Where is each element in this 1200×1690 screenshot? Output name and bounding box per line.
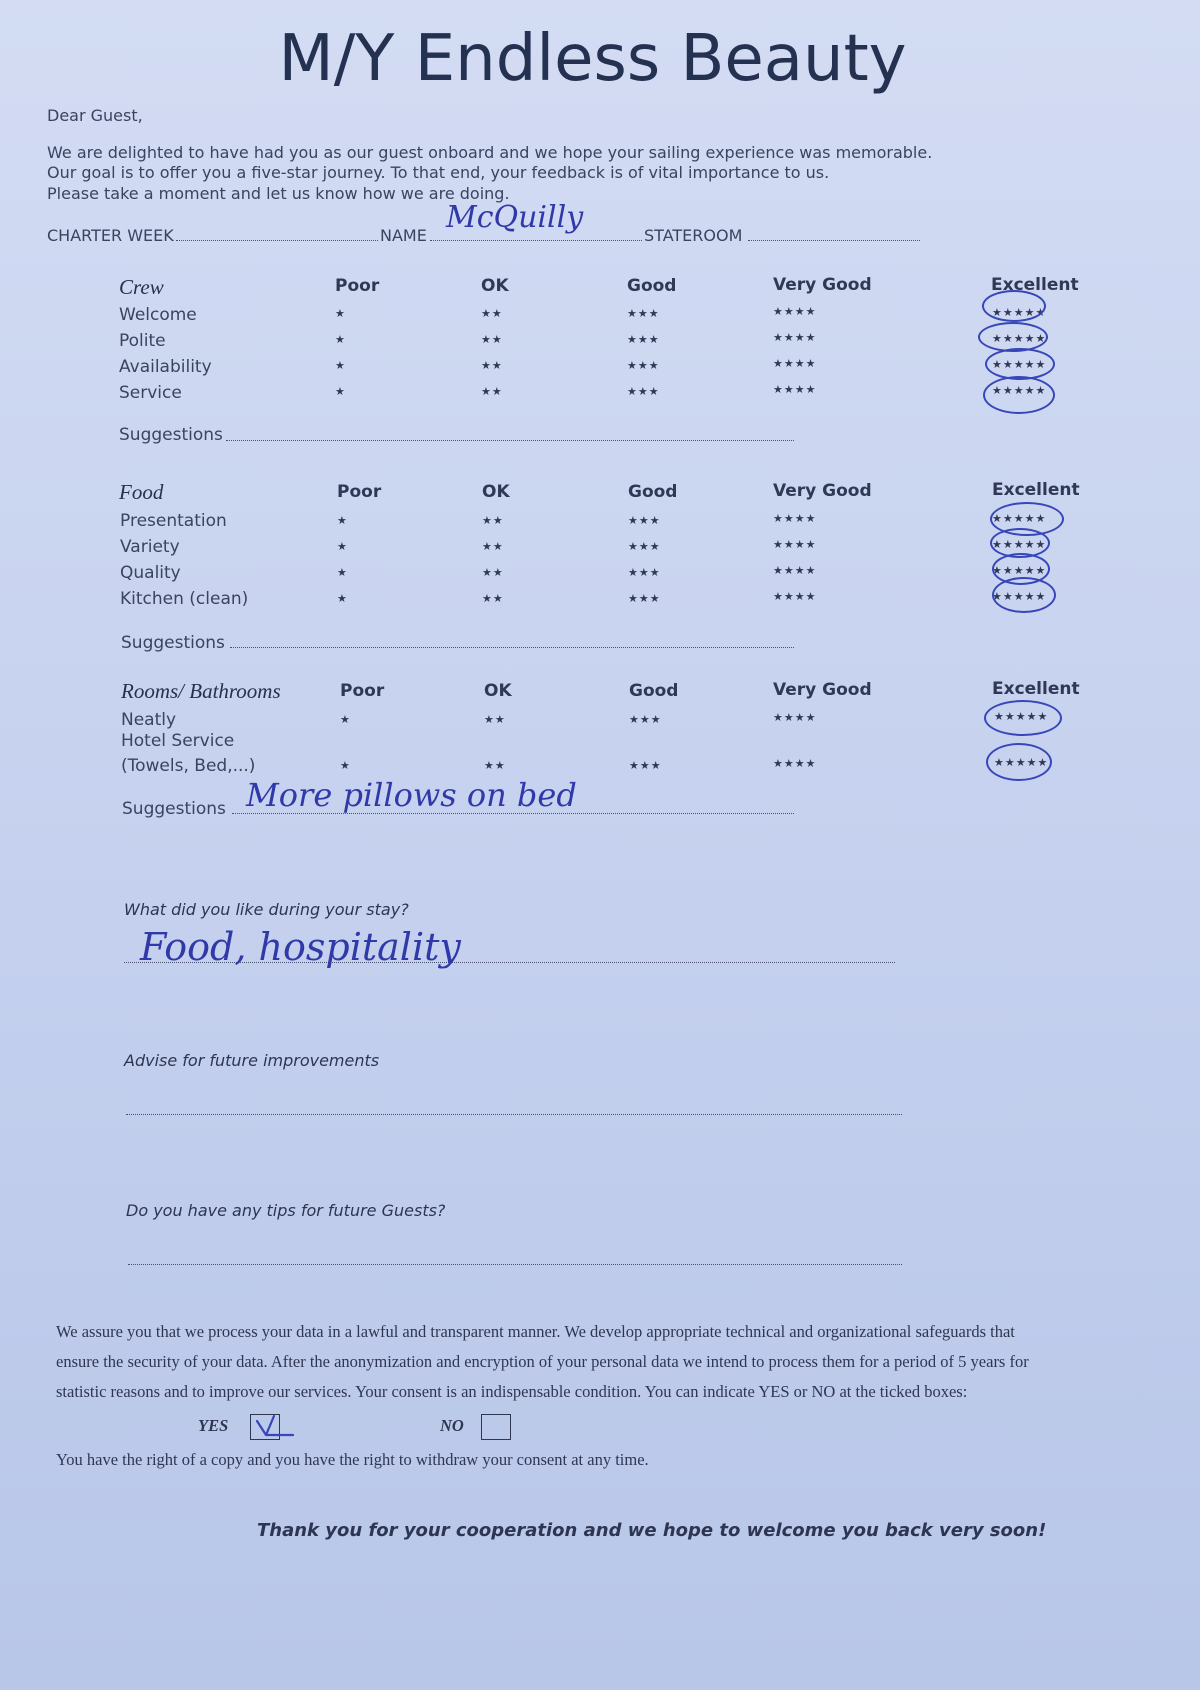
star-option[interactable]: ★★ <box>482 514 504 527</box>
star-option[interactable]: ★★★ <box>629 759 662 772</box>
col-ok: OK <box>482 482 510 502</box>
name-handwritten: McQuilly <box>446 200 584 235</box>
section-crew-title: Crew <box>119 275 164 299</box>
star-option[interactable]: ★ <box>335 307 346 320</box>
rating-item-label: Service <box>119 383 182 403</box>
suggestions-label: Suggestions <box>119 425 223 445</box>
col-poor: Poor <box>340 681 385 701</box>
suggestions-field[interactable] <box>226 440 794 441</box>
star-option[interactable]: ★★★★★ <box>994 756 1049 769</box>
col-poor: Poor <box>335 276 380 296</box>
col-excellent: Excellent <box>991 275 1079 295</box>
name-label: NAME <box>380 226 427 245</box>
star-option[interactable]: ★ <box>337 592 348 605</box>
col-good: Good <box>627 276 677 296</box>
section-rooms-title: Rooms/ Bathrooms <box>121 679 281 703</box>
section-food-title: Food <box>119 480 164 504</box>
star-option[interactable]: ★★★★ <box>773 383 817 396</box>
star-option[interactable]: ★★★ <box>627 333 660 346</box>
intro-line-2: Our goal is to offer you a five-star journey. To that end, your feedback is of vital importance to us. <box>47 163 830 182</box>
answer-liked-handwritten: Food, hospitality <box>140 925 461 969</box>
question-improvements: Advise for future improvements <box>124 1051 380 1070</box>
star-option[interactable]: ★★★ <box>627 385 660 398</box>
intro-line-1: We are delighted to have had you as our guest onboard and we hope your sailing experience was memorable. <box>47 143 933 162</box>
star-option[interactable]: ★ <box>340 759 351 772</box>
col-excellent: Excellent <box>992 480 1080 500</box>
star-option[interactable]: ★★ <box>481 333 503 346</box>
selection-circle <box>992 577 1056 613</box>
consent-no-checkbox[interactable] <box>481 1414 511 1440</box>
rating-item-label: Welcome <box>119 305 197 325</box>
star-option[interactable]: ★ <box>337 540 348 553</box>
answer-improvements-field[interactable] <box>126 1114 902 1115</box>
star-option[interactable]: ★★★★★ <box>992 564 1047 577</box>
legal-line-1: We assure you that we process your data in a lawful and transparent manner. We develop appropriate technical and organizational safeguards that <box>56 1322 1015 1341</box>
col-ok: OK <box>484 681 512 701</box>
consent-no-label: NO <box>440 1416 464 1435</box>
star-option[interactable]: ★★★★ <box>773 331 817 344</box>
legal-line-3: statistic reasons and to improve our services. Your consent is an indispensable condition. You can indicate YES or NO at the ticked boxes: <box>56 1382 968 1401</box>
rating-item-label: Quality <box>120 563 181 583</box>
thanks-message: Thank you for your cooperation and we hope to welcome you back very soon! <box>257 1520 1047 1541</box>
stateroom-field[interactable] <box>748 240 920 241</box>
rating-item-label: Variety <box>120 537 180 557</box>
star-option[interactable]: ★★★ <box>629 713 662 726</box>
star-option[interactable]: ★★★★★ <box>992 332 1047 345</box>
star-option[interactable]: ★★★★ <box>773 711 817 724</box>
star-option[interactable]: ★★★★★ <box>992 590 1047 603</box>
col-very-good: Very Good <box>773 275 872 295</box>
star-option[interactable]: ★★★ <box>627 307 660 320</box>
star-option[interactable]: ★★★★★ <box>992 358 1047 371</box>
rating-item-label: Hotel Service <box>121 731 235 751</box>
charter-week-label: CHARTER WEEK <box>47 226 174 245</box>
rating-item-label: (Towels, Bed,...) <box>121 756 256 776</box>
suggestions-handwritten: More pillows on bed <box>246 776 577 814</box>
col-very-good: Very Good <box>773 481 872 501</box>
col-poor: Poor <box>337 482 382 502</box>
star-option[interactable]: ★★ <box>484 759 506 772</box>
star-option[interactable]: ★★ <box>482 540 504 553</box>
star-option[interactable]: ★★★★ <box>773 590 817 603</box>
star-option[interactable]: ★★★ <box>628 514 661 527</box>
star-option[interactable]: ★★★★★ <box>992 538 1047 551</box>
legal-line-2: ensure the security of your data. After the anonymization and encryption of your personal data we intend to process them for a period of 5 years for <box>56 1352 1029 1371</box>
suggestions-field[interactable] <box>230 647 794 648</box>
star-option[interactable]: ★★ <box>481 307 503 320</box>
star-option[interactable]: ★★★★ <box>773 538 817 551</box>
star-option[interactable]: ★★★★★ <box>992 306 1047 319</box>
star-option[interactable]: ★ <box>340 713 351 726</box>
star-option[interactable]: ★★★★★ <box>992 512 1047 525</box>
rating-item-label: Presentation <box>120 511 227 531</box>
star-option[interactable]: ★★ <box>482 566 504 579</box>
intro-line-3: Please take a moment and let us know how we are doing. <box>47 184 510 203</box>
withdraw-text: You have the right of a copy and you have the right to withdraw your consent at any time. <box>56 1450 649 1469</box>
col-ok: OK <box>481 276 509 296</box>
col-excellent: Excellent <box>992 679 1080 699</box>
suggestions-label: Suggestions <box>122 799 226 819</box>
check-mark-icon <box>253 1413 297 1439</box>
rating-item-label: Kitchen (clean) <box>120 589 249 609</box>
star-option[interactable]: ★★ <box>481 359 503 372</box>
star-option[interactable]: ★★★ <box>628 540 661 553</box>
question-liked: What did you like during your stay? <box>124 900 409 919</box>
form-title: M/Y Endless Beauty <box>278 22 907 96</box>
star-option[interactable]: ★★★★ <box>773 512 817 525</box>
selection-circle <box>982 290 1046 322</box>
star-option[interactable]: ★★★ <box>627 359 660 372</box>
star-option[interactable]: ★★★★ <box>773 757 817 770</box>
col-good: Good <box>629 681 679 701</box>
star-option[interactable]: ★★ <box>481 385 503 398</box>
rating-item-label: Polite <box>119 331 166 351</box>
col-good: Good <box>628 482 678 502</box>
star-option[interactable]: ★★ <box>482 592 504 605</box>
star-option[interactable]: ★★★★ <box>773 564 817 577</box>
star-option[interactable]: ★★★★ <box>773 357 817 370</box>
star-option[interactable]: ★ <box>337 566 348 579</box>
col-very-good: Very Good <box>773 680 872 700</box>
rating-item-label: Neatly <box>121 710 177 730</box>
question-tips: Do you have any tips for future Guests? <box>126 1201 446 1220</box>
name-field[interactable] <box>430 240 642 241</box>
stateroom-label: STATEROOM <box>644 226 743 245</box>
star-option[interactable]: ★ <box>335 359 346 372</box>
charter-week-field[interactable] <box>176 240 378 241</box>
star-option[interactable]: ★★★★★ <box>992 384 1047 397</box>
star-option[interactable]: ★ <box>335 333 346 346</box>
suggestions-label: Suggestions <box>121 633 225 653</box>
star-option[interactable]: ★★★ <box>628 566 661 579</box>
rating-item-label: Availability <box>119 357 212 377</box>
star-option[interactable]: ★ <box>337 514 348 527</box>
greeting: Dear Guest, <box>47 106 143 125</box>
consent-yes-checkbox[interactable] <box>250 1414 280 1440</box>
star-option[interactable]: ★ <box>335 385 346 398</box>
star-option[interactable]: ★★★ <box>628 592 661 605</box>
star-option[interactable]: ★★★★★ <box>994 710 1049 723</box>
selection-circle <box>986 743 1052 781</box>
star-option[interactable]: ★★ <box>484 713 506 726</box>
answer-tips-field[interactable] <box>128 1264 902 1265</box>
selection-circle <box>983 376 1055 414</box>
star-option[interactable]: ★★★★ <box>773 305 817 318</box>
selection-circle <box>984 700 1062 736</box>
consent-yes-label: YES <box>198 1416 229 1435</box>
